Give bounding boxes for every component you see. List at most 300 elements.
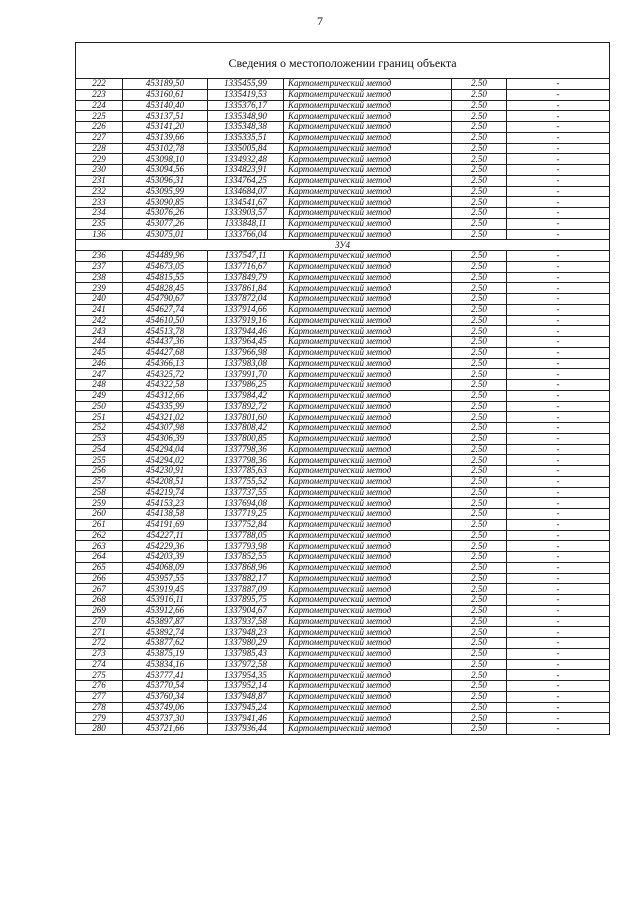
coord-y: 1337904,67 — [208, 605, 284, 616]
coord-x: 453076,26 — [123, 208, 208, 219]
coord-x: 454138,58 — [123, 509, 208, 520]
note-cell: - — [507, 283, 610, 294]
accuracy-cell: 2.50 — [452, 218, 507, 229]
accuracy-cell: 2.50 — [452, 487, 507, 498]
note-cell: - — [507, 401, 610, 412]
table-title: Сведения о местоположении границ объекта — [76, 43, 610, 79]
method-cell: Картометрический метод — [284, 541, 452, 552]
coord-y: 1337808,42 — [208, 423, 284, 434]
table-row — [76, 627, 610, 638]
coord-x: 454219,74 — [123, 487, 208, 498]
coord-x: 454325,72 — [123, 369, 208, 380]
point-number: 277 — [76, 691, 123, 702]
note-cell: - — [507, 530, 610, 541]
accuracy-cell: 2.50 — [452, 154, 507, 165]
section-row — [76, 240, 610, 251]
coord-y: 1337937,58 — [208, 616, 284, 627]
coord-x: 453137,51 — [123, 111, 208, 122]
point-number: 259 — [76, 498, 123, 509]
accuracy-cell: 2.50 — [452, 89, 507, 100]
coord-y: 1337852,55 — [208, 552, 284, 563]
note-cell: - — [507, 122, 610, 133]
coord-y: 1337984,42 — [208, 390, 284, 401]
note-cell: - — [507, 724, 610, 735]
point-number: 274 — [76, 659, 123, 670]
table-row — [76, 498, 610, 509]
method-cell: Картометрический метод — [284, 552, 452, 563]
coord-y: 1337954,35 — [208, 670, 284, 681]
note-cell: - — [507, 218, 610, 229]
point-number: 266 — [76, 573, 123, 584]
coord-y: 1337547,11 — [208, 251, 284, 262]
accuracy-cell: 2.50 — [452, 337, 507, 348]
table-row — [76, 347, 610, 358]
coord-y: 1337694,08 — [208, 498, 284, 509]
coord-x: 453916,11 — [123, 595, 208, 606]
point-number: 272 — [76, 638, 123, 649]
coord-y: 1337882,17 — [208, 573, 284, 584]
table-row — [76, 154, 610, 165]
note-cell: - — [507, 79, 610, 90]
accuracy-cell: 2.50 — [452, 111, 507, 122]
coord-y: 1337892,72 — [208, 401, 284, 412]
accuracy-cell: 2.50 — [452, 466, 507, 477]
table-row — [76, 401, 610, 412]
table-row — [76, 111, 610, 122]
table-row — [76, 315, 610, 326]
coord-x: 454306,39 — [123, 433, 208, 444]
note-cell: - — [507, 455, 610, 466]
coord-y: 1334684,07 — [208, 186, 284, 197]
method-cell: Картометрический метод — [284, 143, 452, 154]
coord-y: 1337914,66 — [208, 304, 284, 315]
accuracy-cell: 2.50 — [452, 143, 507, 154]
method-cell: Картометрический метод — [284, 487, 452, 498]
coord-x: 453721,66 — [123, 724, 208, 735]
point-number: 246 — [76, 358, 123, 369]
coord-x: 454322,58 — [123, 380, 208, 391]
note-cell: - — [507, 304, 610, 315]
coord-y: 1337936,44 — [208, 724, 284, 735]
accuracy-cell: 2.50 — [452, 573, 507, 584]
coord-y: 1333903,57 — [208, 208, 284, 219]
note-cell: - — [507, 229, 610, 240]
accuracy-cell: 2.50 — [452, 519, 507, 530]
coord-y: 1337849,79 — [208, 272, 284, 283]
point-number: 245 — [76, 347, 123, 358]
point-number: 279 — [76, 713, 123, 724]
coord-y: 1337952,14 — [208, 681, 284, 692]
accuracy-cell: 2.50 — [452, 433, 507, 444]
note-cell: - — [507, 423, 610, 434]
coord-x: 454307,98 — [123, 423, 208, 434]
coord-x: 453077,26 — [123, 218, 208, 229]
accuracy-cell: 2.50 — [452, 326, 507, 337]
method-cell: Картометрический метод — [284, 272, 452, 283]
accuracy-cell: 2.50 — [452, 605, 507, 616]
table-row — [76, 208, 610, 219]
note-cell: - — [507, 476, 610, 487]
coord-y: 1337798,36 — [208, 455, 284, 466]
accuracy-cell: 2.50 — [452, 455, 507, 466]
table-row — [76, 369, 610, 380]
coord-y: 1337752,84 — [208, 519, 284, 530]
accuracy-cell: 2.50 — [452, 272, 507, 283]
coord-x: 454294,02 — [123, 455, 208, 466]
note-cell: - — [507, 627, 610, 638]
accuracy-cell: 2.50 — [452, 702, 507, 713]
coord-y: 1337948,23 — [208, 627, 284, 638]
note-cell: - — [507, 154, 610, 165]
accuracy-cell: 2.50 — [452, 165, 507, 176]
coord-y: 1334823,91 — [208, 165, 284, 176]
coord-y: 1337944,46 — [208, 326, 284, 337]
coord-x: 453897,87 — [123, 616, 208, 627]
coord-x: 454312,66 — [123, 390, 208, 401]
accuracy-cell: 2.50 — [452, 251, 507, 262]
table-row — [76, 573, 610, 584]
point-number: 232 — [76, 186, 123, 197]
point-number: 263 — [76, 541, 123, 552]
accuracy-cell: 2.50 — [452, 208, 507, 219]
point-number: 230 — [76, 165, 123, 176]
coord-x: 453098,10 — [123, 154, 208, 165]
point-number: 247 — [76, 369, 123, 380]
table-row — [76, 100, 610, 111]
note-cell: - — [507, 584, 610, 595]
coord-x: 454489,96 — [123, 251, 208, 262]
note-cell: - — [507, 541, 610, 552]
accuracy-cell: 2.50 — [452, 724, 507, 735]
note-cell: - — [507, 294, 610, 305]
coord-y: 1337991,70 — [208, 369, 284, 380]
coord-x: 454335,99 — [123, 401, 208, 412]
accuracy-cell: 2.50 — [452, 401, 507, 412]
coord-x: 453094,56 — [123, 165, 208, 176]
method-cell: Картометрический метод — [284, 154, 452, 165]
note-cell: - — [507, 713, 610, 724]
table-row — [76, 476, 610, 487]
coord-x: 453770,54 — [123, 681, 208, 692]
accuracy-cell: 2.50 — [452, 175, 507, 186]
coord-x: 454203,39 — [123, 552, 208, 563]
coord-y: 1337861,84 — [208, 283, 284, 294]
point-number: 256 — [76, 466, 123, 477]
table-row — [76, 89, 610, 100]
note-cell: - — [507, 272, 610, 283]
coord-x: 453139,66 — [123, 132, 208, 143]
coord-y: 1335455,99 — [208, 79, 284, 90]
method-cell: Картометрический метод — [284, 681, 452, 692]
note-cell: - — [507, 369, 610, 380]
point-number: 261 — [76, 519, 123, 530]
table-row — [76, 433, 610, 444]
note-cell: - — [507, 691, 610, 702]
point-number: 276 — [76, 681, 123, 692]
point-number: 243 — [76, 326, 123, 337]
coord-y: 1337872,04 — [208, 294, 284, 305]
coord-x: 453875,19 — [123, 648, 208, 659]
method-cell: Картометрический метод — [284, 261, 452, 272]
coord-x: 454366,13 — [123, 358, 208, 369]
table-row — [76, 648, 610, 659]
coord-x: 454610,50 — [123, 315, 208, 326]
coord-y: 1337966,98 — [208, 347, 284, 358]
accuracy-cell: 2.50 — [452, 315, 507, 326]
method-cell: Картометрический метод — [284, 251, 452, 262]
coord-y: 1337868,96 — [208, 562, 284, 573]
coord-y: 1337895,75 — [208, 595, 284, 606]
table-row — [76, 358, 610, 369]
method-cell: Картометрический метод — [284, 433, 452, 444]
accuracy-cell: 2.50 — [452, 530, 507, 541]
point-number: 257 — [76, 476, 123, 487]
method-cell: Картометрический метод — [284, 347, 452, 358]
accuracy-cell: 2.50 — [452, 444, 507, 455]
table-row — [76, 283, 610, 294]
point-number: 249 — [76, 390, 123, 401]
note-cell: - — [507, 347, 610, 358]
accuracy-cell: 2.50 — [452, 681, 507, 692]
method-cell: Картометрический метод — [284, 724, 452, 735]
accuracy-cell: 2.50 — [452, 627, 507, 638]
accuracy-cell: 2.50 — [452, 498, 507, 509]
method-cell: Картометрический метод — [284, 519, 452, 530]
note-cell: - — [507, 380, 610, 391]
method-cell: Картометрический метод — [284, 595, 452, 606]
accuracy-cell: 2.50 — [452, 691, 507, 702]
table-row — [76, 455, 610, 466]
page-number: 7 — [317, 14, 323, 28]
method-cell: Картометрический метод — [284, 444, 452, 455]
method-cell: Картометрический метод — [284, 498, 452, 509]
accuracy-cell: 2.50 — [452, 380, 507, 391]
accuracy-cell: 2.50 — [452, 638, 507, 649]
table-row — [76, 595, 610, 606]
coord-x: 453189,50 — [123, 79, 208, 90]
accuracy-cell: 2.50 — [452, 304, 507, 315]
coord-x: 454229,36 — [123, 541, 208, 552]
point-number: 227 — [76, 132, 123, 143]
table-row — [76, 724, 610, 735]
coord-y: 1337941,46 — [208, 713, 284, 724]
coord-x: 453892,74 — [123, 627, 208, 638]
note-cell: - — [507, 519, 610, 530]
accuracy-cell: 2.50 — [452, 283, 507, 294]
point-number: 255 — [76, 455, 123, 466]
table-row — [76, 530, 610, 541]
coord-x: 454191,69 — [123, 519, 208, 530]
table-row — [76, 165, 610, 176]
point-number: 280 — [76, 724, 123, 735]
coord-x: 454294,04 — [123, 444, 208, 455]
note-cell: - — [507, 498, 610, 509]
point-number: 237 — [76, 261, 123, 272]
accuracy-cell: 2.50 — [452, 347, 507, 358]
method-cell: Картометрический метод — [284, 638, 452, 649]
boundary-table-frame — [75, 42, 609, 735]
table-row — [76, 229, 610, 240]
note-cell: - — [507, 208, 610, 219]
table-row — [76, 132, 610, 143]
point-number: 253 — [76, 433, 123, 444]
accuracy-cell: 2.50 — [452, 261, 507, 272]
method-cell: Картометрический метод — [284, 315, 452, 326]
table-row — [76, 337, 610, 348]
table-row — [76, 272, 610, 283]
method-cell: Картометрический метод — [284, 584, 452, 595]
accuracy-cell: 2.50 — [452, 294, 507, 305]
coord-y: 1337945,24 — [208, 702, 284, 713]
coord-y: 1333766,04 — [208, 229, 284, 240]
coord-x: 454153,23 — [123, 498, 208, 509]
point-number: 234 — [76, 208, 123, 219]
point-number: 258 — [76, 487, 123, 498]
note-cell: - — [507, 552, 610, 563]
point-number: 223 — [76, 89, 123, 100]
note-cell: - — [507, 111, 610, 122]
accuracy-cell: 2.50 — [452, 713, 507, 724]
table-row — [76, 423, 610, 434]
accuracy-cell: 2.50 — [452, 122, 507, 133]
point-number: 233 — [76, 197, 123, 208]
note-cell: - — [507, 358, 610, 369]
coord-x: 453737,30 — [123, 713, 208, 724]
method-cell: Картометрический метод — [284, 702, 452, 713]
boundary-table — [75, 42, 610, 735]
note-cell: - — [507, 659, 610, 670]
note-cell: - — [507, 605, 610, 616]
table-row — [76, 304, 610, 315]
table-row — [76, 691, 610, 702]
method-cell: Картометрический метод — [284, 509, 452, 520]
coord-x: 453075,01 — [123, 229, 208, 240]
accuracy-cell: 2.50 — [452, 369, 507, 380]
note-cell: - — [507, 444, 610, 455]
table-row — [76, 659, 610, 670]
coord-y: 1337983,08 — [208, 358, 284, 369]
point-number: 229 — [76, 154, 123, 165]
coord-x: 453957,55 — [123, 573, 208, 584]
note-cell: - — [507, 326, 610, 337]
note-cell: - — [507, 132, 610, 143]
accuracy-cell: 2.50 — [452, 541, 507, 552]
method-cell: Картометрический метод — [284, 229, 452, 240]
coord-x: 454673,05 — [123, 261, 208, 272]
note-cell: - — [507, 433, 610, 444]
accuracy-cell: 2.50 — [452, 584, 507, 595]
coord-y: 1335005,84 — [208, 143, 284, 154]
method-cell: Картометрический метод — [284, 713, 452, 724]
point-number: 235 — [76, 218, 123, 229]
method-cell: Картометрический метод — [284, 659, 452, 670]
accuracy-cell: 2.50 — [452, 229, 507, 240]
method-cell: Картометрический метод — [284, 165, 452, 176]
method-cell: Картометрический метод — [284, 412, 452, 423]
method-cell: Картометрический метод — [284, 530, 452, 541]
note-cell: - — [507, 573, 610, 584]
method-cell: Картометрический метод — [284, 401, 452, 412]
point-number: 267 — [76, 584, 123, 595]
method-cell: Картометрический метод — [284, 218, 452, 229]
point-number: 271 — [76, 627, 123, 638]
coord-y: 1337719,25 — [208, 509, 284, 520]
coord-x: 453102,78 — [123, 143, 208, 154]
note-cell: - — [507, 509, 610, 520]
point-number: 222 — [76, 79, 123, 90]
accuracy-cell: 2.50 — [452, 358, 507, 369]
method-cell: Картометрический метод — [284, 476, 452, 487]
table-row — [76, 261, 610, 272]
note-cell: - — [507, 143, 610, 154]
method-cell: Картометрический метод — [284, 132, 452, 143]
coord-x: 453749,06 — [123, 702, 208, 713]
coord-x: 453096,31 — [123, 175, 208, 186]
note-cell: - — [507, 315, 610, 326]
accuracy-cell: 2.50 — [452, 562, 507, 573]
table-row — [76, 487, 610, 498]
coord-y: 1334932,48 — [208, 154, 284, 165]
method-cell: Картометрический метод — [284, 337, 452, 348]
table-row — [76, 197, 610, 208]
method-cell: Картометрический метод — [284, 466, 452, 477]
point-number: 250 — [76, 401, 123, 412]
table-row — [76, 143, 610, 154]
table-row — [76, 541, 610, 552]
accuracy-cell: 2.50 — [452, 659, 507, 670]
coord-x: 454513,78 — [123, 326, 208, 337]
table-row — [76, 79, 610, 90]
table-row — [76, 616, 610, 627]
note-cell: - — [507, 251, 610, 262]
coord-x: 454815,55 — [123, 272, 208, 283]
coord-y: 1337986,25 — [208, 380, 284, 391]
point-number: 241 — [76, 304, 123, 315]
table-row — [76, 412, 610, 423]
point-number: 262 — [76, 530, 123, 541]
coord-y: 1337948,87 — [208, 691, 284, 702]
coord-y: 1337755,52 — [208, 476, 284, 487]
coord-x: 454790,67 — [123, 294, 208, 305]
point-number: 265 — [76, 562, 123, 573]
accuracy-cell: 2.50 — [452, 509, 507, 520]
point-number: 225 — [76, 111, 123, 122]
point-number: 254 — [76, 444, 123, 455]
coord-x: 453760,34 — [123, 691, 208, 702]
method-cell: Картометрический метод — [284, 294, 452, 305]
coord-y: 1337801,60 — [208, 412, 284, 423]
table-row — [76, 186, 610, 197]
accuracy-cell: 2.50 — [452, 79, 507, 90]
point-number: 244 — [76, 337, 123, 348]
table-row — [76, 218, 610, 229]
point-number: 251 — [76, 412, 123, 423]
point-number: 269 — [76, 605, 123, 616]
note-cell: - — [507, 670, 610, 681]
coord-y: 1335348,38 — [208, 122, 284, 133]
accuracy-cell: 2.50 — [452, 412, 507, 423]
coord-x: 454230,91 — [123, 466, 208, 477]
coord-x: 454828,45 — [123, 283, 208, 294]
point-number: 239 — [76, 283, 123, 294]
coord-y: 1334541,67 — [208, 197, 284, 208]
method-cell: Картометрический метод — [284, 616, 452, 627]
coord-x: 453877,62 — [123, 638, 208, 649]
accuracy-cell: 2.50 — [452, 616, 507, 627]
accuracy-cell: 2.50 — [452, 100, 507, 111]
note-cell: - — [507, 186, 610, 197]
coord-y: 1335335,51 — [208, 132, 284, 143]
